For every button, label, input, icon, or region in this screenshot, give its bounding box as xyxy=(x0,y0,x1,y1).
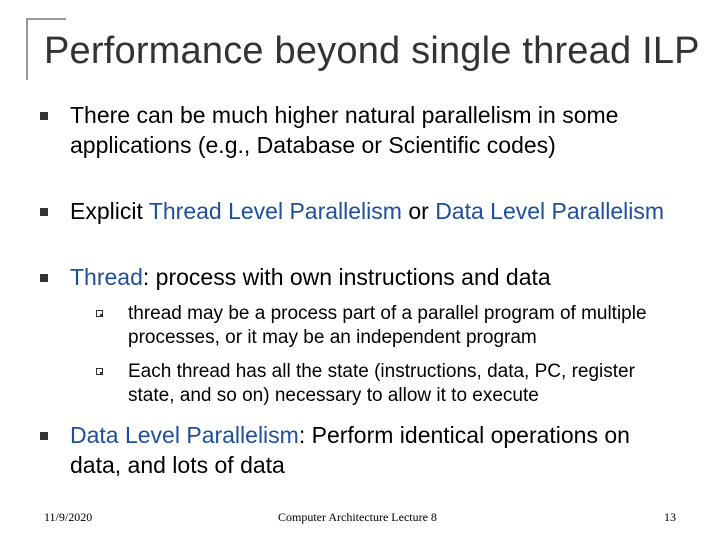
bullet-text xyxy=(70,196,680,226)
square-bullet-icon xyxy=(40,432,48,440)
square-bullet-icon xyxy=(40,112,48,120)
sub-bullet-text: thread may be a process part of a parallel program of multiple processes, or it may be an independent program xyxy=(128,303,647,348)
square-bullet-icon xyxy=(40,208,48,216)
bullet-text-suffix: : process with own instructions and data xyxy=(142,264,551,290)
sub-bullet-2 xyxy=(96,360,686,408)
hollow-square-bullet-icon xyxy=(96,310,103,317)
sub-bullet-1 xyxy=(96,302,686,350)
frame-line-horizontal xyxy=(26,18,66,20)
bullet-4 xyxy=(40,420,680,480)
bullet-text xyxy=(70,262,680,292)
sub-bullet-text: Each thread has all the state (instructions, data, PC, register state, and so on) necessary to allow it to execute xyxy=(128,361,635,406)
square-bullet-icon xyxy=(40,274,48,282)
footer-date: 11/9/2020 xyxy=(44,510,93,524)
highlight-tlp: Thread Level Parallelism xyxy=(148,198,402,224)
footer-page-number: 13 xyxy=(664,510,676,524)
bullet-1 xyxy=(40,100,680,160)
frame-line-vertical xyxy=(26,18,28,80)
bullet-text: There can be much higher natural parallelism in some applications (e.g., Database or Scientific codes) xyxy=(70,102,619,158)
footer-course: Computer Architecture Lecture 8 xyxy=(278,510,437,524)
bullet-text-mid: or xyxy=(401,198,436,224)
bullet-2 xyxy=(40,196,680,226)
bullet-text-prefix: Explicit xyxy=(70,198,149,224)
highlight-dlp: Data Level Parallelism xyxy=(435,198,665,224)
highlight-dlp: Data Level Parallelism xyxy=(70,422,299,448)
hollow-square-bullet-icon xyxy=(96,368,103,375)
bullet-3 xyxy=(40,262,680,292)
bullet-text xyxy=(70,420,680,480)
bullet-text-suffix: : Perform identical operations on data, and lots of data xyxy=(70,422,630,478)
slide-title: Performance beyond single thread ILP xyxy=(44,30,700,72)
highlight-thread: Thread xyxy=(70,264,143,290)
